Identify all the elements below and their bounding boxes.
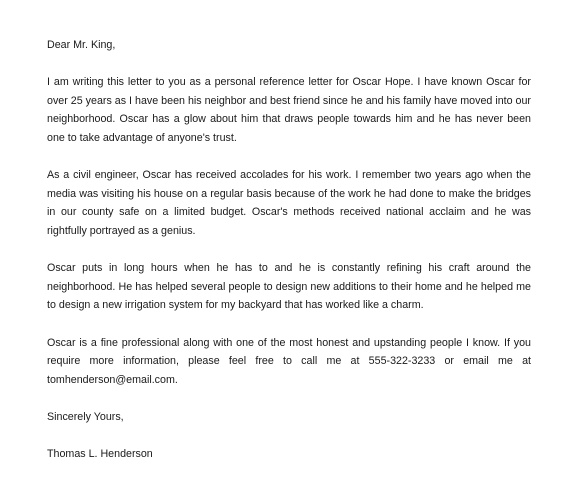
paragraph-2 [47,166,531,240]
paragraph-line: Oscar puts in long hours when he has to and he is constantly refining his craft around the [47,262,531,275]
paragraph-gap [47,55,531,74]
paragraph-line: rightfully portrayed as a genius. [47,224,196,237]
paragraph-gap [47,426,531,445]
paragraph-4 [47,334,531,390]
paragraph-line: As a civil engineer, Oscar has received accolades for his work. I remember two years ago when the [47,169,531,182]
closing: Sincerely Yours, [47,410,124,423]
paragraph-line: Oscar is a fine professional along with one of the most honest and upstanding people I know. If you [47,336,531,349]
paragraph-3 [47,259,531,315]
salutation: Dear Mr. King, [47,39,116,51]
paragraph-line: media was visiting his house on a regular basis because of the work he had done to make the bridges [47,187,531,200]
paragraph-gap [47,389,531,408]
paragraph-line: to design a new irrigation system for my backyard that has worked like a charm. [47,299,424,312]
paragraph-gap [47,148,531,167]
paragraph-line: over 25 years as I have been his neighbor and best friend since he and his family have moved into our [47,94,531,107]
paragraph-line: neighborhood. Oscar has a glow about him that draws people towards him and he has never been [47,113,531,126]
paragraph-gap [47,315,531,334]
paragraph-line: neighborhood. He has helped several people to design new additions to their home and he helped me [47,280,531,293]
paragraph-gap [47,241,531,260]
letter-body [47,36,531,464]
paragraph-line: in our county safe on a limited budget. Oscar's methods received national acclaim and he was [47,206,531,219]
paragraph-line: I am writing this letter to you as a personal reference letter for Oscar Hope. I have known Oscar for [47,76,531,89]
paragraph-1 [47,73,531,147]
paragraph-line: tomhenderson@email.com. [47,373,178,386]
signature-name: Thomas L. Henderson [47,448,153,461]
paragraph-line: one to take advantage of anyone's trust. [47,131,237,144]
paragraph-line: require more information, please feel free to call me at 555-322-3233 or email me at [47,355,531,368]
